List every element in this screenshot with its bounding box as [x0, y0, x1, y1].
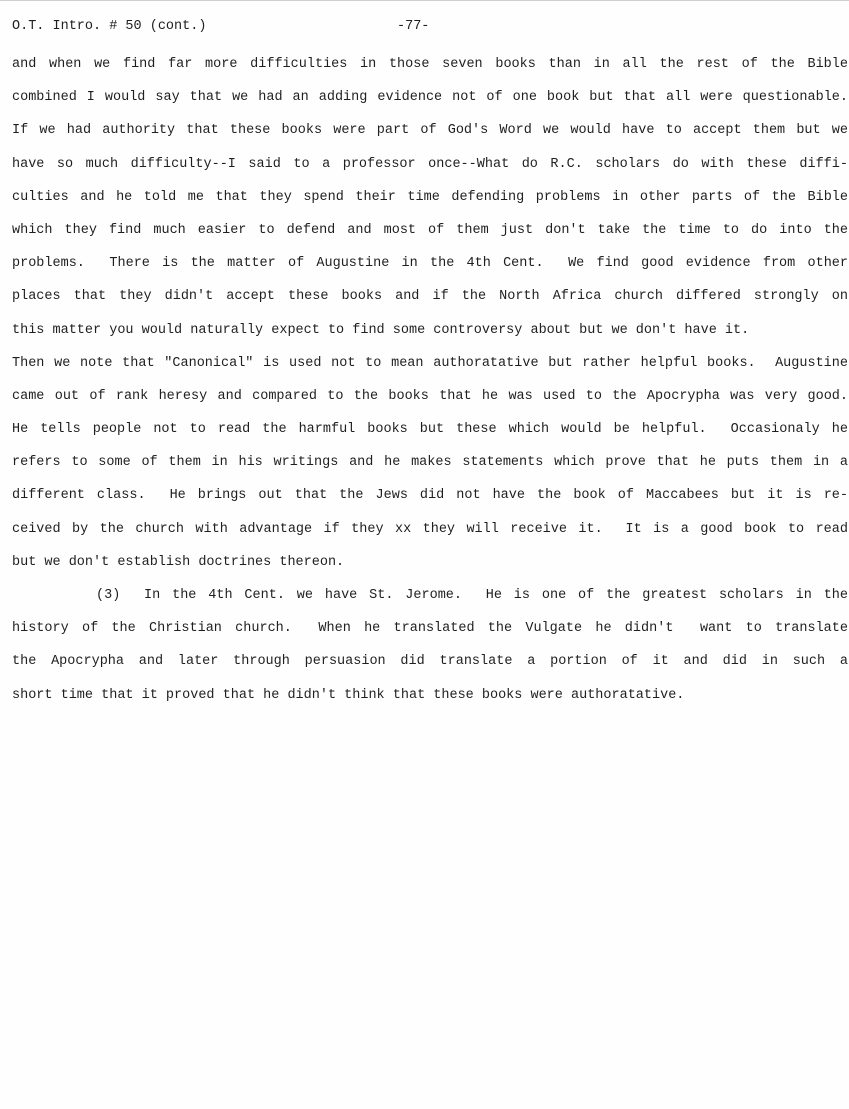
- text-line: came out of rank heresy and compared to the books that he was used to the Apocrypha was very good.: [12, 388, 848, 404]
- text-line: (3) In the 4th Cent. we have St. Jerome. He is one of the greatest scholars in the: [96, 588, 848, 603]
- text-line: ceived by the church with advantage if they xx they will receive it. It is a good book to read: [12, 521, 848, 537]
- text-line: He tells people not to read the harmful books but these which would be helpful. Occasionaly he: [12, 422, 848, 438]
- text-line: refers to some of them in his writings and he makes statements which prove that he puts them in a: [12, 455, 848, 471]
- text-line: combined I would say that we had an adding evidence not of one book but that all were questionable.: [12, 90, 848, 106]
- text-line: the Apocrypha and later through persuasion did translate a portion of it and did in such a: [12, 654, 848, 670]
- text-line: short time that it proved that he didn't think that these books were authoratative.: [12, 687, 685, 703]
- text-line: problems. There is the matter of Augustine in the 4th Cent. We find good evidence from other: [12, 256, 848, 272]
- text-line: Then we note that "Canonical" is used not to mean authoratative but rather helpful books. Augustine: [12, 355, 848, 371]
- page-header: [12, 19, 837, 39]
- text-line: culties and he told me that they spend their time defending problems in other parts of the Bible: [12, 189, 848, 205]
- header-title: O.T. Intro. # 50 (cont.): [12, 19, 207, 34]
- text-line: this matter you would naturally expect to find some controversy about but we don't have it.: [12, 322, 750, 338]
- paragraph-apocrypha-difficulties: [12, 52, 848, 583]
- document-body: [12, 52, 848, 716]
- text-line: have so much difficulty--I said to a professor once--What do R.C. scholars do with these diffi-: [12, 156, 848, 172]
- text-line: and when we find far more difficulties in those seven books than in all the rest of the Bible: [12, 57, 848, 72]
- page-number: -77-: [397, 19, 430, 34]
- paragraph-jerome: [12, 583, 848, 716]
- text-line: which they find much easier to defend and most of them just don't take the time to do into the: [12, 222, 848, 238]
- text-line: If we had authority that these books were part of God's Word we would have to accept them but we: [12, 123, 848, 139]
- text-line: history of the Christian church. When he translated the Vulgate he didn't want to translate: [12, 621, 848, 637]
- text-line: places that they didn't accept these books and if the North Africa church differed strongly on: [12, 289, 848, 305]
- text-line: different class. He brings out that the Jews did not have the book of Maccabees but it is re-: [12, 488, 848, 504]
- text-line: but we don't establish doctrines thereon.: [12, 554, 345, 570]
